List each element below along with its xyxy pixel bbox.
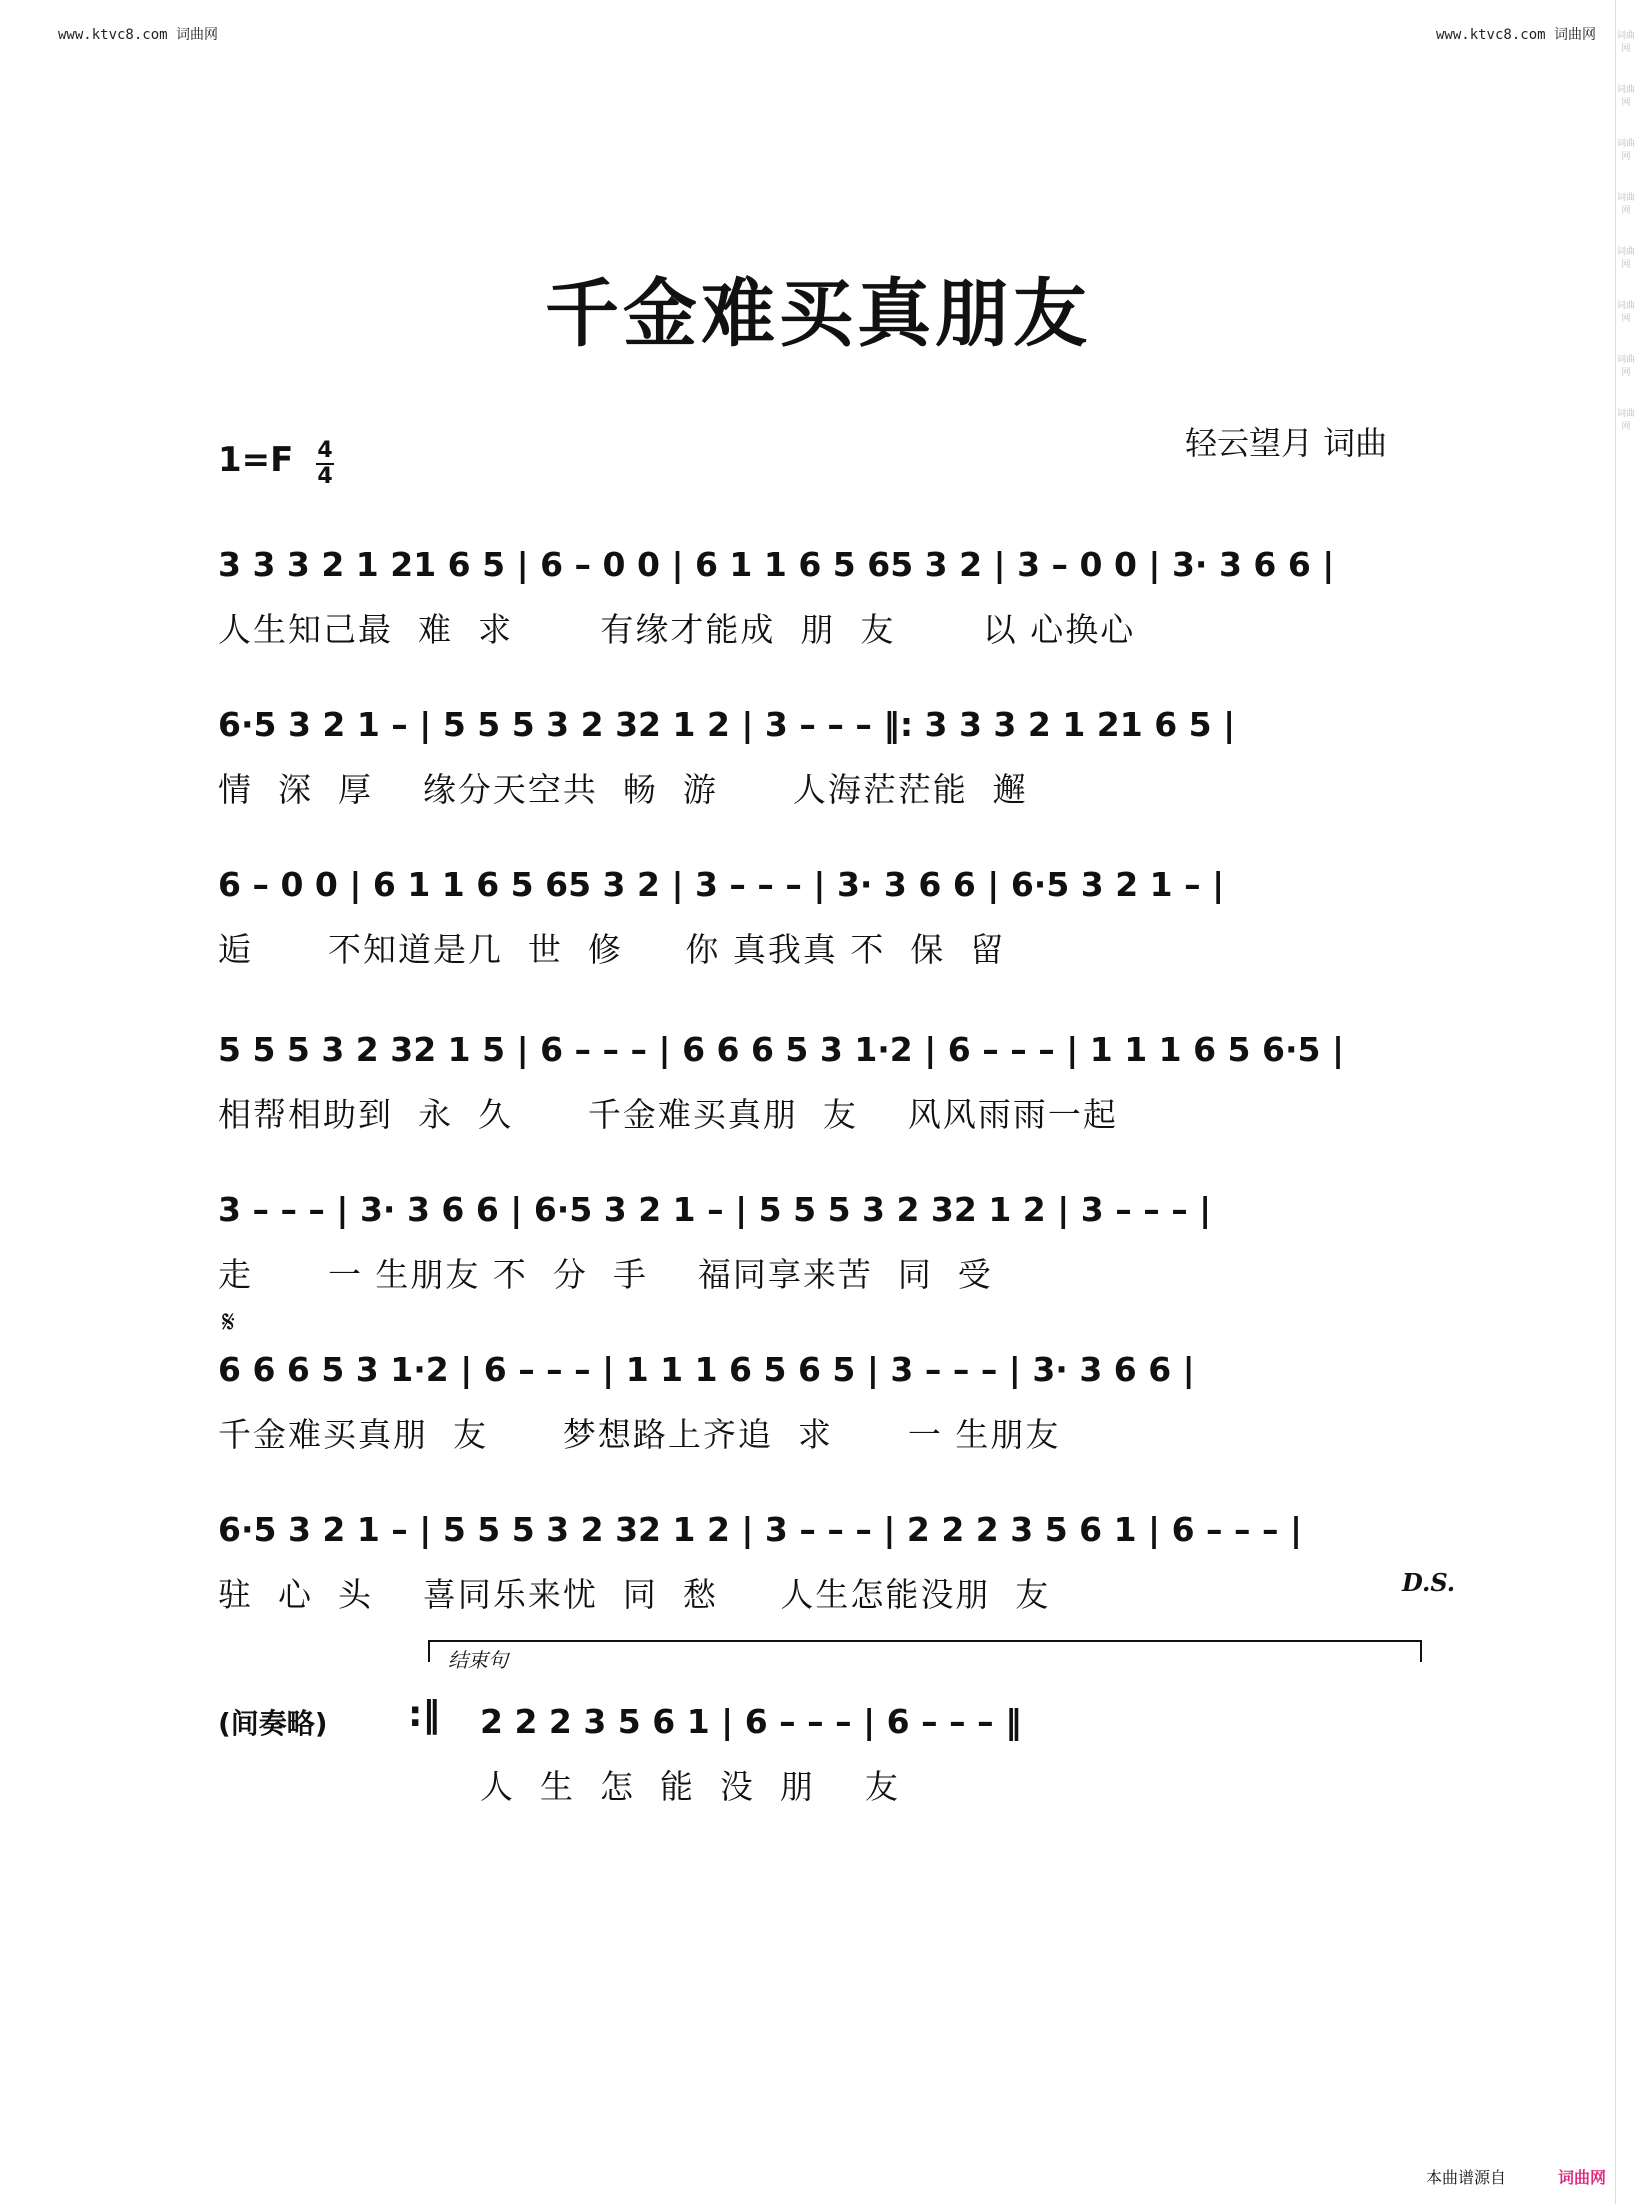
score-line-3: [218, 860, 1438, 1000]
coda-label: 结束句: [448, 1648, 508, 1672]
repeat-sign: :‖: [408, 1694, 441, 1735]
watermark-text: 词曲网: [1616, 355, 1635, 378]
score-line-7: [218, 1505, 1438, 1645]
site-url-right: www.ktvc8.com 词曲网: [1435, 27, 1596, 43]
segno-sign: 𝄋: [222, 1305, 235, 1340]
notation: 3 – – – | 3· 3 6 6 | 6·5 3 2 1 – | 5 5 5 3 2 32 1 2 | 3 – – – |: [218, 1190, 1212, 1229]
dal-segno-mark: D.S.: [1402, 1568, 1456, 1597]
lyrics: 人 生 怎 能 没 朋 友: [480, 1767, 900, 1806]
watermark-text: 词曲网: [1616, 139, 1635, 162]
composer-credit: 轻云望月 词曲: [1185, 424, 1388, 462]
lyrics: 相帮相助到 永 久 千金难买真朋 友 风风雨雨一起: [218, 1095, 1118, 1134]
site-url-left: www.ktvc8.com 词曲网: [58, 27, 219, 43]
watermark-text: 词曲网: [1616, 31, 1635, 54]
lyrics: 驻 心 头 喜同乐来忧 同 愁 人生怎能没朋 友: [218, 1575, 1051, 1614]
lyrics: 情 深 厚 缘分天空共 畅 游 人海茫茫能 邂: [218, 770, 1028, 809]
score-line-2: [218, 700, 1438, 840]
score-line-coda: [480, 1697, 1430, 1837]
notation: 6 6 6 5 3 1·2 | 6 – – – | 1 1 1 6 5 6 5 | 3 – – – | 3· 3 6 6 |: [218, 1350, 1195, 1389]
time-signature-bottom: 4: [317, 464, 333, 489]
song-title: 千金难买真朋友: [545, 271, 1091, 357]
score-line-1: [218, 540, 1438, 680]
interlude-note: (间奏略): [218, 1707, 328, 1740]
watermark-text: 词曲网: [1616, 193, 1635, 216]
notation: 2 2 2 3 5 6 1 | 6 – – – | 6 – – – ‖: [480, 1702, 1022, 1741]
notation: 6·5 3 2 1 – | 5 5 5 3 2 32 1 2 | 3 – – – | 2 2 2 3 5 6 1 | 6 – – – |: [218, 1510, 1303, 1549]
watermark-sidebar: [1615, 0, 1636, 2204]
time-signature: [316, 440, 334, 488]
lyrics: 千金难买真朋 友 梦想路上齐追 求 一 生朋友: [218, 1415, 1061, 1454]
notation: 6 – 0 0 | 6 1 1 6 5 65 3 2 | 3 – – – | 3· 3 6 6 | 6·5 3 2 1 – |: [218, 865, 1225, 904]
score-line-5: [218, 1185, 1438, 1325]
coda-bracket: [428, 1640, 1422, 1662]
footer-source: 本曲谱源自: [1425, 2168, 1506, 2187]
footer-brand-link[interactable]: 词曲网: [1557, 2168, 1606, 2187]
lyrics: 逅 不知道是几 世 修 你 真我真 不 保 留: [218, 930, 1006, 969]
watermark-text: 词曲网: [1616, 247, 1635, 270]
time-signature-top: 4: [317, 438, 333, 463]
key-signature: 1=F: [218, 440, 294, 480]
lyrics: 走 一 生朋友 不 分 手 福同享来苦 同 受: [218, 1255, 993, 1294]
notation: 5 5 5 3 2 32 1 5 | 6 – – – | 6 6 6 5 3 1·2 | 6 – – – | 1 1 1 6 5 6·5 |: [218, 1030, 1345, 1069]
score-line-6: [218, 1345, 1438, 1485]
lyrics: 人生知己最 难 求 有缘才能成 朋 友 以 心换心: [218, 610, 1136, 649]
notation: 3 3 3 2 1 21 6 5 | 6 – 0 0 | 6 1 1 6 5 65 3 2 | 3 – 0 0 | 3· 3 6 6 |: [218, 545, 1335, 584]
watermark-text: 词曲网: [1616, 409, 1635, 432]
notation: 6·5 3 2 1 – | 5 5 5 3 2 32 1 2 | 3 – – – ‖: 3 3 3 2 1 21 6 5 |: [218, 705, 1236, 744]
score-line-4: [218, 1025, 1438, 1165]
watermark-text: 词曲网: [1616, 301, 1635, 324]
watermark-text: 词曲网: [1616, 85, 1635, 108]
